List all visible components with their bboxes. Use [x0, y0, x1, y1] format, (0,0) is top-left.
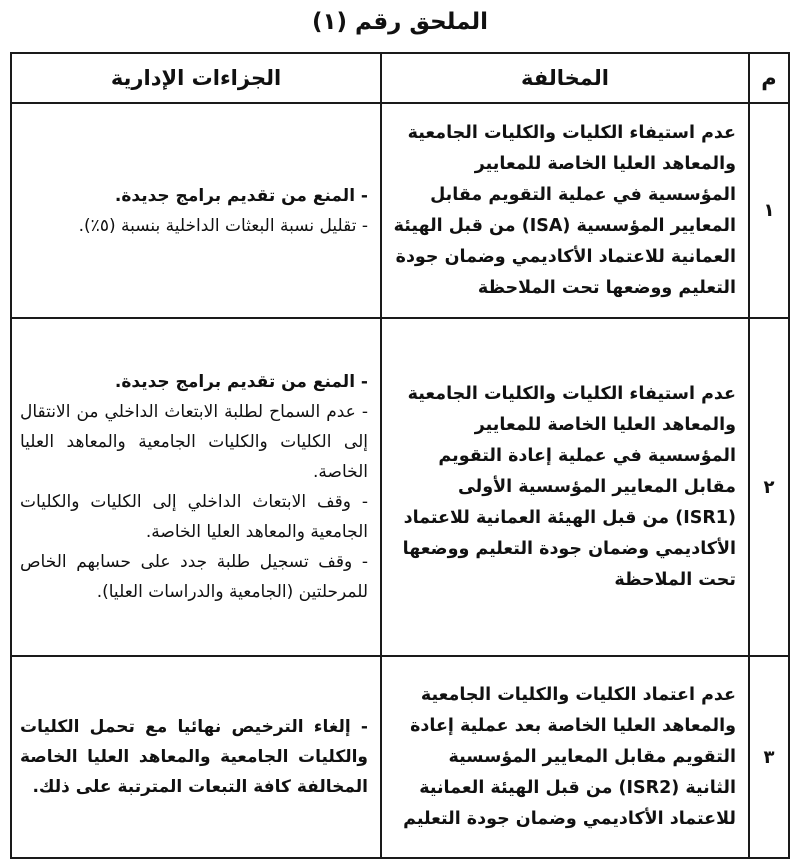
penalty-item: - وقف الابتعاث الداخلي إلى الكليات والكليات الجامعية والمعاهد العليا الخاصة.: [20, 492, 368, 542]
penalties-cell: [11, 103, 381, 318]
row-number: ١: [749, 103, 789, 318]
header-penalties: الجزاءات الإدارية: [11, 53, 381, 103]
page-title: الملحق رقم (١): [311, 9, 489, 35]
header-number: م: [749, 53, 789, 103]
table-row: [11, 103, 789, 318]
header-violation: المخالفة: [381, 53, 749, 103]
row-number: ٣: [749, 656, 789, 858]
table-header-row: [11, 53, 789, 103]
penalty-item: - تقليل نسبة البعثات الداخلية بنسبة (٥٪).: [78, 215, 368, 236]
penalties-cell: [11, 318, 381, 656]
penalty-item: - وقف تسجيل طلبة جدد على حسابهم الخاص للمرحلتين (الجامعية والدراسات العليا).: [20, 552, 368, 602]
penalties-cell: [11, 656, 381, 858]
violation-text: عدم استيفاء الكليات والكليات الجامعية والمعاهد العليا الخاصة للمعايير المؤسسية في عملية التقويم مقابل المعايير المؤسسية (ISA) من قبل الهيئة العمانية للاعتماد الأكاديمي وضمان جودة التعليم ووضعها تحت الملاحظة: [381, 103, 749, 318]
table-row: [11, 656, 789, 858]
penalties-table: [10, 52, 790, 859]
table-row: [11, 318, 789, 656]
penalty-item: - المنع من تقديم برامج جديدة.: [114, 185, 368, 206]
penalty-item: - المنع من تقديم برامج جديدة.: [114, 372, 368, 392]
penalty-item: - إلغاء الترخيص نهائيا مع تحمل الكليات والكليات الجامعية والمعاهد العليا الخاصة المخالفة كافة التبعات المترتبة على ذلك.: [20, 717, 368, 797]
penalty-item: - عدم السماح لطلبة الابتعاث الداخلي من الانتقال إلى الكليات والكليات الجامعية والمعاهد العليا الخاصة.: [20, 402, 368, 482]
violation-text: عدم استيفاء الكليات والكليات الجامعية والمعاهد العليا الخاصة للمعايير المؤسسية في عملية إعادة التقويم مقابل المعايير المؤسسية الأولى (ISR1) من قبل الهيئة العمانية للاعتماد الأكاديمي وضمان جودة التعليم ووضعها تحت الملاحظة: [381, 318, 749, 656]
violation-text: عدم اعتماد الكليات والكليات الجامعية والمعاهد العليا الخاصة بعد عملية إعادة التقويم مقابل المعايير المؤسسية الثانية (ISR2) من قبل الهيئة العمانية للاعتماد الأكاديمي وضمان جودة التعليم: [381, 656, 749, 858]
row-number: ٢: [749, 318, 789, 656]
